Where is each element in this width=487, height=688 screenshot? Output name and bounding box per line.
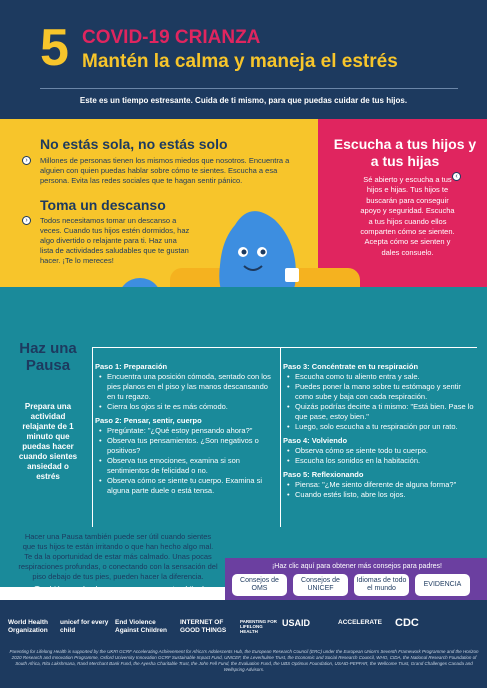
- step-item: • Observa tus pensamientos. ¿Son negativos o positivos?: [107, 436, 275, 456]
- pausa-title: Haz una Pausa: [19, 340, 77, 374]
- accelerate-logo: ACCELERATE: [338, 619, 382, 626]
- section2-title: Toma un descanso: [40, 197, 166, 213]
- end-violence-logo: End Violence Against Children: [115, 619, 168, 634]
- who-logo: World Health Organization: [8, 619, 48, 634]
- mug-icon: [285, 268, 299, 282]
- arrow-left-icon: ‹: [452, 172, 461, 181]
- plh-logo: PARENTING FOR LIFELONG HEALTH: [240, 619, 277, 634]
- evidence-button[interactable]: EVIDENCIA: [415, 574, 470, 596]
- step-list: [283, 372, 478, 432]
- unicef-tips-button[interactable]: Consejos de UNICEF: [293, 574, 348, 596]
- step-item: • Quizás podrías decirte a ti mismo: "Está bien. Pase lo que pase, estoy bien.": [295, 402, 478, 422]
- step-title: Paso 5: Reflexionando: [283, 470, 364, 479]
- section1-title: No estás sola, no estás solo: [40, 136, 228, 152]
- title-line2: Mantén la calma y maneja el estrés: [82, 51, 398, 72]
- step-line-left: [92, 347, 93, 527]
- step-item: • Cierra los ojos si te es más cómodo.: [107, 402, 275, 412]
- step-item: • Puedes poner la mano sobre tu estómago y sentir como sube y baja con cada respiración.: [295, 382, 478, 402]
- section-number: 5: [40, 19, 69, 77]
- section2-text: Todos necesitamos tomar un descanso a veces. Cuando tus hijos estén dormidos, haz algo divertido o relajante para ti. Haz una lista de actividades saludables que te gustan hacer. ¡Te lo mereces!: [40, 216, 190, 265]
- more-tips-text: ¡Haz clic aquí para obtener más consejos para padres!: [271, 563, 443, 570]
- cdc-logo: CDC: [395, 617, 419, 629]
- step-title: Paso 1: Preparación: [95, 362, 168, 371]
- title-line1: COVID-19 CRIANZA: [82, 27, 261, 48]
- step-item: • Piensa: "¿Me siento diferente de alguna forma?": [295, 480, 478, 490]
- step-item: • Escucha como tu aliento entra y sale.: [295, 372, 478, 382]
- bottom-text: Hacer una Pausa también puede ser útil cuando sientes que tus hijos te están irritando o que han hecho algo mal. Te da la oportunidad de estar más calmado. Unas pocas respiraciones profundas, o conectando con la sensación del piso debajo de tus pies, pueden hacer la diferencia.: [18, 532, 218, 581]
- bottom-highlight: ¡También puedes hacer una pausa con tus hijos!: [31, 585, 205, 594]
- divider-steps: [92, 347, 477, 348]
- who-tips-button[interactable]: Consejos de OMS: [232, 574, 287, 596]
- arrow-right-icon: ›: [22, 216, 31, 225]
- step-list: [283, 446, 478, 466]
- step-item: • Pregúntate: "¿Qué estoy pensando ahora?": [107, 426, 275, 436]
- pink-text: Sé abierto y escucha a tus hijos e hijas. Tus hijos te buscarán para conseguir apoyo y seguridad. Escucha a tus hijos cuando ellos comparten cómo se sienten. Acepta cómo se sienten y dales consuelo.: [360, 175, 455, 257]
- step-list: [95, 372, 275, 412]
- step-item: • Observa cómo se siente tu cuerpo. Examina si alguna parte duele o está tensa.: [107, 476, 275, 496]
- step-item: • Observa cómo se siente todo tu cuerpo.: [295, 446, 478, 456]
- step-item: • Observa tus emociones, examina si son sentimientos de felicidad o no.: [107, 456, 275, 476]
- section1-text: Millones de personas tienen los mismos miedos que nosotros. Encuentra a alguien con quien puedas hablar sobre cómo te sientes. Escucha a esa persona. Evita las redes sociales que te hagan sentir pánico.: [40, 156, 290, 185]
- usaid-logo: USAID: [282, 618, 311, 628]
- step-title: Paso 2: Pensar, sentir, cuerpo: [95, 416, 202, 425]
- step-list: [283, 480, 478, 500]
- languages-button[interactable]: Idiomas de todo el mundo: [354, 574, 409, 596]
- intro-text: Este es un tiempo estresante. Cuida de ti mismo, para que puedas cuidar de tus hijos.: [79, 96, 408, 105]
- step-item: • Encuentra una posición cómoda, sentado con los pies planos en el piso y las manos descansando en tu regazo.: [107, 372, 275, 402]
- divider-top: [40, 88, 458, 89]
- step-title: Paso 3: Concéntrate en tu respiración: [283, 362, 419, 371]
- step-line-right: [280, 347, 281, 527]
- pausa-subtitle: Prepara una actividad relajante de 1 minuto que puedas hacer cuando sientes ansiedad o estrés: [18, 402, 78, 481]
- arrow-right-icon: ›: [22, 156, 31, 165]
- step-item: • Cuando estés listo, abre los ojos.: [295, 490, 478, 500]
- pink-title: Escucha a tus hijos y a tus hijas: [333, 136, 477, 169]
- step-item: • Escucha los sonidos en la habitación.: [295, 456, 478, 466]
- credits-text: Parenting for Lifelong Health is supported by the UKRI GCRF Accelerating Achievement for Africa's Adolescents Hub, the European Research Council (ERC) under the European Union's Seventh Framework Programme and the Horizon 2020 Research and Innovation Programme, Oxford University Innovation GCRF Sustainable Impact Fund, UNICEF, the Leverhulme Trust, the Economic and Social Research Council, WHO, CIDA, the National Research Foundation of South Africa, Rita Lakshmana, Rand Merchant Bank Fund, the Ayesha Charitable Trust, the John Fell Fund, the Evaluation Fund, the UBS Optimus Foundation, USAID-PEPFAR, the Wellcome Trust, Grand Challenges Canada and Wellspring Advisors.: [9, 649, 479, 672]
- footer-band: [0, 600, 487, 688]
- step-list: [95, 426, 275, 496]
- step-title: Paso 4: Volviendo: [283, 436, 348, 445]
- unicef-logo: unicef for every child: [60, 619, 109, 634]
- steps-right: [283, 358, 478, 500]
- internet-good-things-logo: INTERNET OF GOOD THINGS: [180, 619, 227, 634]
- step-item: • Luego, solo escucha a tu respiración por un rato.: [295, 422, 478, 432]
- steps-left: [95, 358, 275, 496]
